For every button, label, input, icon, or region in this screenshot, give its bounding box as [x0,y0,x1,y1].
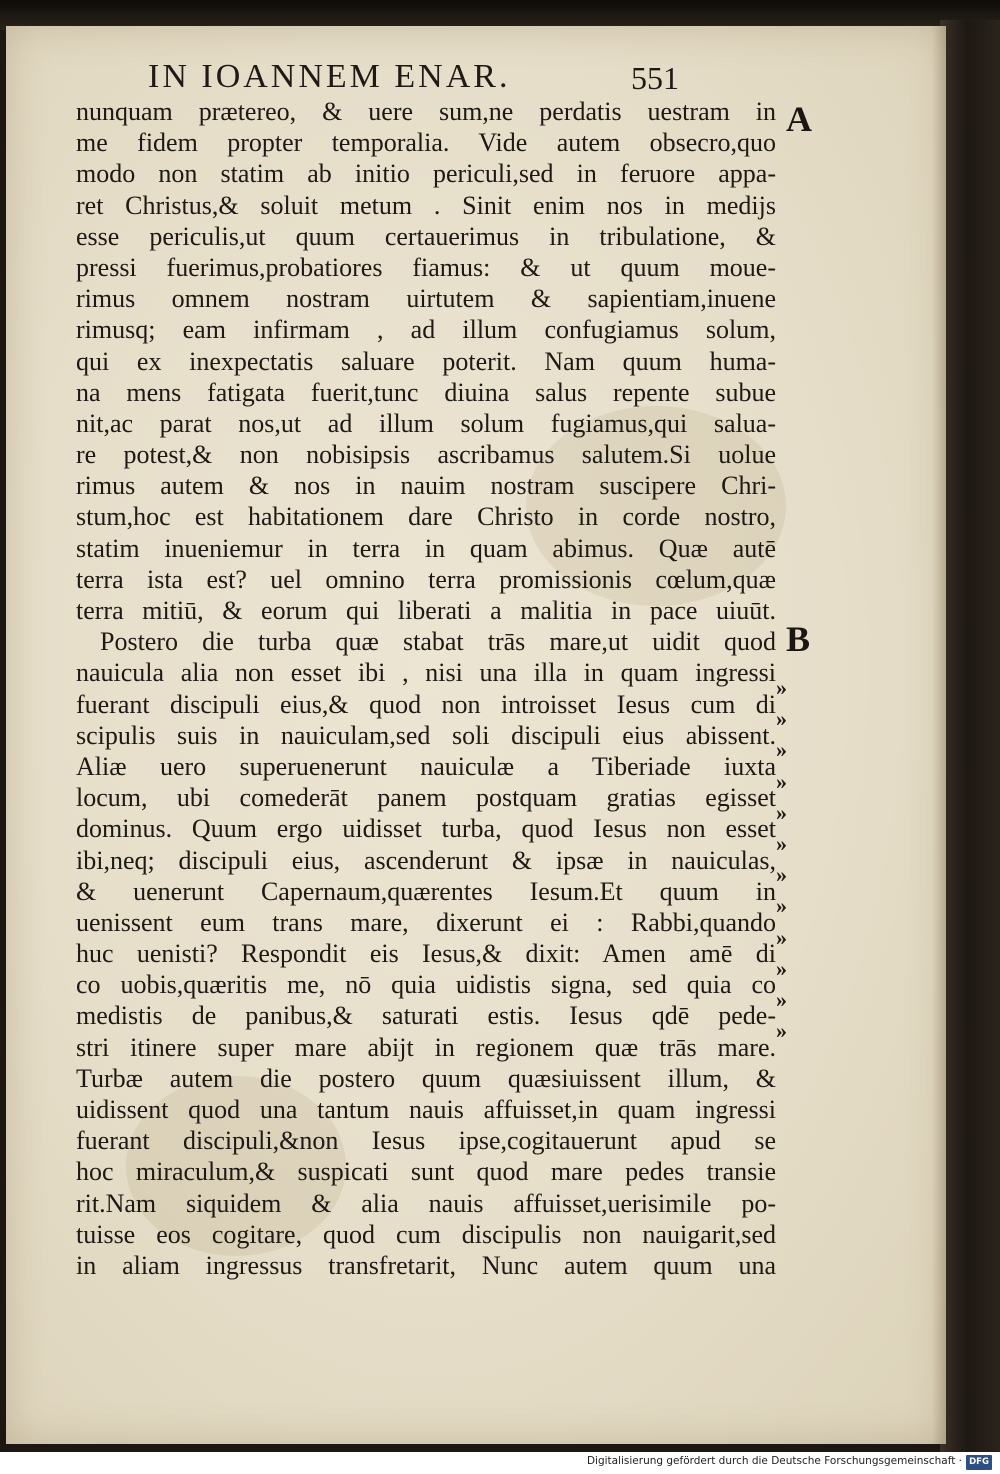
margin-letter-b: B [786,619,811,659]
text-line: dominus. Quum ergo uidisset turba, quod Iesus non esset [76,814,776,844]
quote-mark: » [776,799,787,825]
text-line: nit,ac parat nos,ut ad illum solum fugiamus,qui salua- [76,408,776,438]
quote-mark: » [776,675,787,700]
text-line: ibi,neq; discipuli eius, ascenderunt & ipsæ in nauiculas, [76,845,776,875]
text-line: Postero die turba quæ stabat trās mare,ut uidit quod [100,627,776,657]
text-line: statim inueniemur in terra in quam abimus. Quæ autē [76,533,776,563]
quote-mark: » [776,706,787,732]
text-line: re potest,& non nobisipsis ascribamus salutem.Si uolue [76,440,776,470]
text-line: co uobis,quæritis me, nō quia uidistis signa, sed quia co [76,970,776,1000]
body-text [76,96,776,1281]
quote-mark: » [776,737,787,763]
text-line: modo non statim ab initio periculi,sed in feruore appa- [76,159,776,189]
page-number: 551 [631,60,679,96]
text-line: hoc miraculum,& suspicati sunt quod mare pedes transie [76,1157,776,1187]
book-edge [940,20,1000,1452]
text-line: & uenerunt Capernaum,quærentes Iesum.Et quum in [76,876,776,906]
quote-mark: » [776,1018,787,1044]
text-line: in aliam ingressus transfretarit, Nunc autem quum una [76,1250,776,1280]
quote-mark: » [776,768,787,794]
text-line: tuisse eos cogitare, quod cum discipulis non nauigarit,sed [76,1219,776,1249]
text-line: fuerant discipuli,&non Iesus ipse,cogitauerunt apud se [76,1126,776,1156]
text-line: medistis de panibus,& saturati estis. Iesus qdē pede- [76,1001,776,1031]
text-line: rimus omnem nostram uirtutem & sapientiam,inuene [76,284,776,314]
dfg-logo: DFG [966,1455,992,1470]
text-line: Aliæ uero superuenerunt nauiculæ a Tiberiade iuxta [76,751,776,781]
text-line: uenissent eum trans mare, dixerunt ei : Rabbi,quando [76,907,776,937]
quotation-marks-column [776,672,787,1046]
quote-mark: » [776,830,787,856]
text-line: uidissent quod una tantum nauis affuisset,in quam ingressi [76,1095,776,1124]
funding-credit: Digitalisierung gefördert durch die Deutsche Forschungsgemeinschaft · [586,1455,962,1467]
text-line: scipulis suis in nauiculam,sed soli discipuli eius abissent. [76,720,776,750]
text-line: Turbæ autem die postero quum quæsiuissent illum, & [76,1063,776,1093]
text-line: fuerant discipuli eius,& quod non introisset Iesus cum di [76,689,776,719]
text-line: terra mitiū, & eorum qui liberati a malitia in pace uiuūt. [76,596,776,625]
text-line: rimus autem & nos in nauim nostram suscipere Chri- [76,471,776,501]
text-line: locum, ubi comederāt panem postquam gratias egisset [76,783,776,813]
quote-mark: » [776,924,787,950]
quote-mark: » [776,986,787,1012]
running-head: IN IOANNEM ENAR. [148,58,511,95]
quote-mark: » [776,862,787,888]
text-line: pressi fuerimus,probatiores fiamus: & ut quum moue- [76,252,776,282]
text-line: nauicula alia non esset ibi , nisi una illa in quam ingressi [76,658,776,688]
footer-bar [0,1452,1000,1474]
text-line: rimusq; eam infirmam , ad illum confugiamus solum, [76,315,776,345]
margin-letter-a: A [786,99,812,139]
text-line: rit.Nam siquidem & alia nauis affuisset,uerisimile po- [76,1188,776,1218]
quote-mark: » [776,955,787,981]
text-line: huc uenisti? Respondit eis Iesus,& dixit: Amen amē di [76,939,776,969]
text-line: esse periculis,ut quum certauerimus in tribulatione, & [76,221,776,251]
text-line: stum,hoc est habitationem dare Christo in corde nostro, [76,502,776,532]
book-page [6,26,946,1444]
quote-mark: » [776,893,787,919]
text-line: nunquam prætereo, & uere sum,ne perdatis uestram in [76,97,776,126]
text-line: terra ista est? uel omnino terra promissionis cœlum,quæ [76,564,776,594]
text-line: me fidem propter temporalia. Vide autem obsecro,quo [76,128,776,158]
text-line: stri itinere super mare abijt in regionem quæ trās mare. [76,1032,776,1062]
text-line: ret Christus,& soluit metum . Sinit enim nos in medijs [76,190,776,220]
text-line: na mens fatigata fuerit,tunc diuina salus repente subue [76,377,776,407]
text-line: qui ex inexpectatis saluare poterit. Nam quum huma- [76,346,776,376]
